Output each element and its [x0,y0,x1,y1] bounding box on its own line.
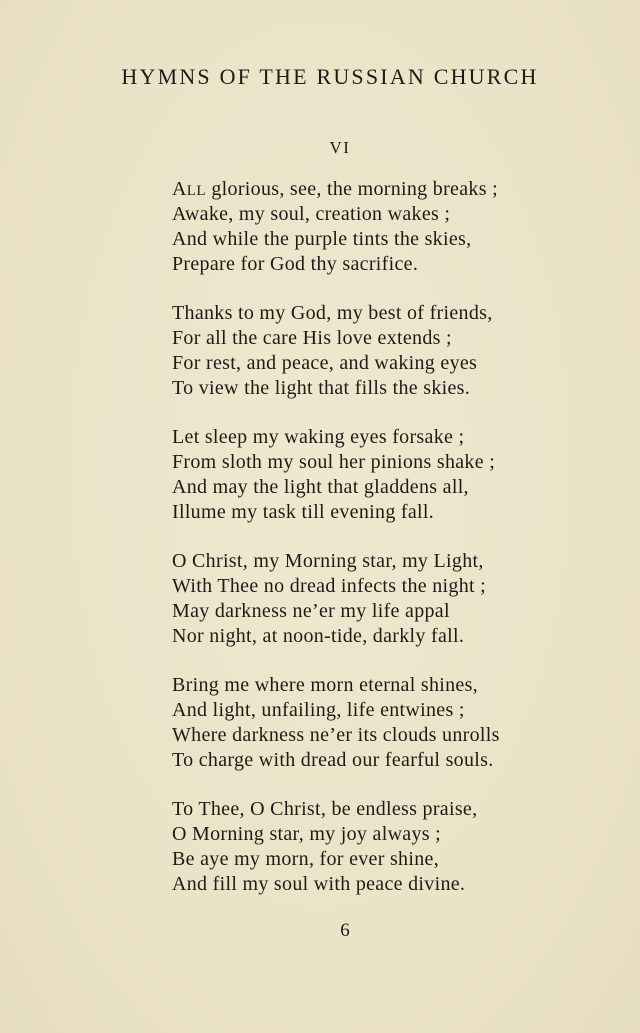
page-number: 6 [340,920,350,941]
stanza-5 [172,673,612,773]
poem-line: From sloth my soul her pinions shake ; [172,451,496,473]
small-caps-rest: LL [186,183,207,199]
poem-line: And may the light that gladdens all, [172,476,469,498]
poem-line [172,177,612,202]
drop-initial: A [172,178,187,200]
poem-line: Prepare for God thy sacrifice. [172,253,419,275]
stanza-4 [172,549,612,649]
stanza-2 [172,301,612,401]
poem-line: Awake, my soul, creation wakes ; [172,203,451,225]
poem-line: To charge with dread our fearful souls. [172,749,494,771]
hymn-text [172,177,612,921]
poem-line: Bring me where morn eternal shines, [172,674,478,696]
poem-line: To Thee, O Christ, be endless praise, [172,798,478,820]
poem-line: O Christ, my Morning star, my Light, [172,550,484,572]
poem-line: With Thee no dread infects the night ; [172,575,487,597]
stanza-3 [172,425,612,525]
poem-line: O Morning star, my joy always ; [172,823,442,845]
poem-line: For rest, and peace, and waking eyes [172,352,478,374]
stanza-6 [172,797,612,897]
poem-line: And fill my soul with peace divine. [172,873,466,895]
running-head: HYMNS OF THE RUSSIAN CHURCH [121,64,539,89]
poem-line: To view the light that fills the skies. [172,377,471,399]
line-text: glorious, see, the morning breaks ; [206,178,498,200]
poem-line: And while the purple tints the skies, [172,228,472,250]
poem-line: Where darkness ne’er its clouds unrolls [172,724,500,746]
poem-line: Be aye my morn, for ever shine, [172,848,439,870]
poem-line: Illume my task till evening fall. [172,501,435,523]
poem-line: Nor night, at noon-tide, darkly fall. [172,625,465,647]
poem-line: Thanks to my God, my best of friends, [172,302,493,324]
poem-line: And light, unfailing, life entwines ; [172,699,465,721]
poem-line: May darkness ne’er my life appal [172,600,450,622]
stanza-1 [172,177,612,277]
poem-line: For all the care His love extends ; [172,327,452,349]
hymn-number: VI [329,138,351,157]
poem-line: Let sleep my waking eyes forsake ; [172,426,465,448]
